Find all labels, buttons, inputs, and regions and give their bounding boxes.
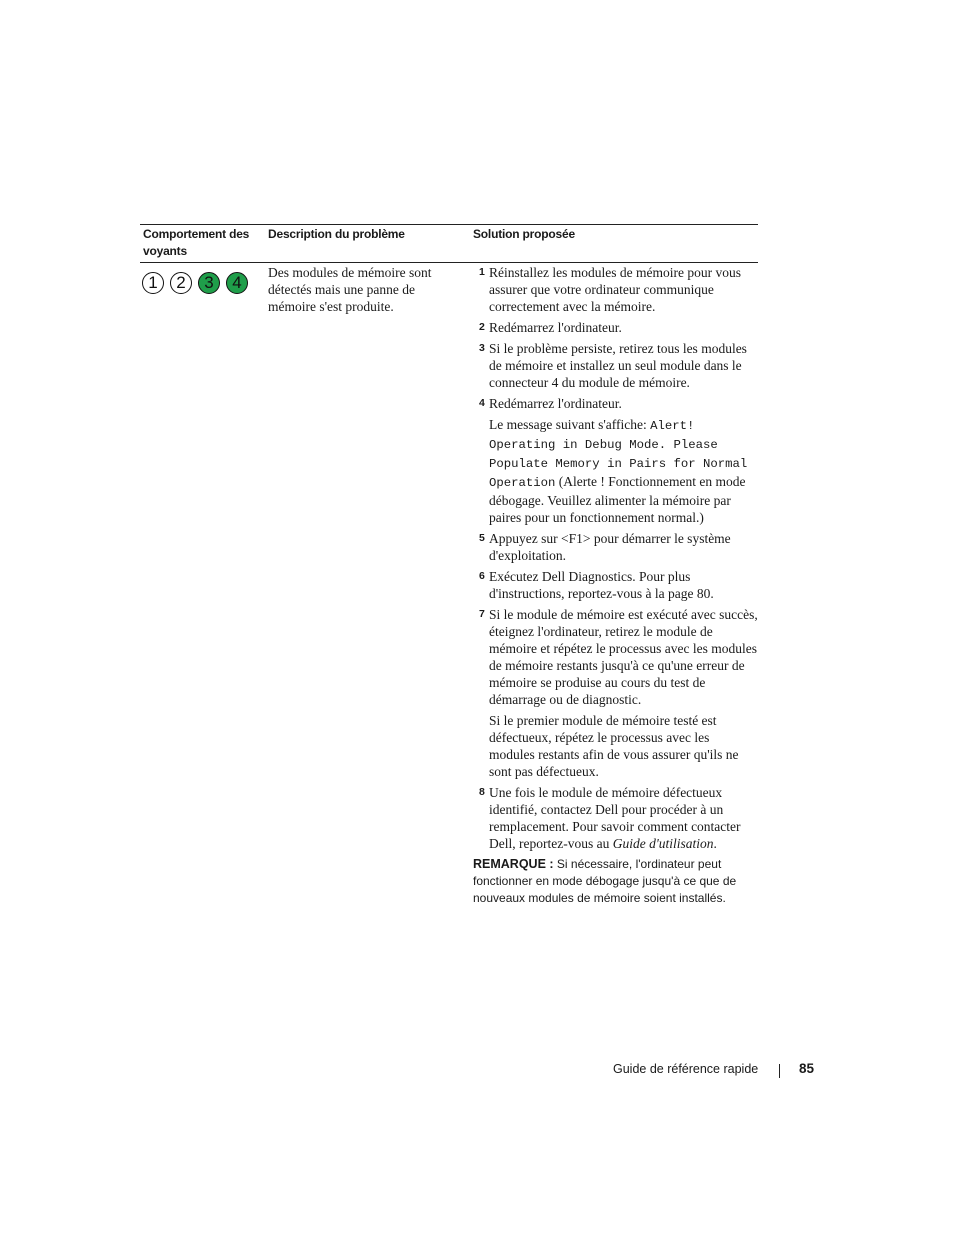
solution-step (473, 340, 758, 391)
step-text: Redémarrez l'ordinateur. (489, 320, 622, 335)
diagnostic-lights (142, 272, 254, 298)
light-1-off: 1 (142, 272, 164, 294)
key-name: <F1> (560, 531, 591, 546)
header-led-behavior: Comportement des voyants (143, 227, 250, 258)
message-translation: (Alerte ! Fonctionnement en mode débogage. Veuillez alimenter la mémoire par paires pour un fonctionnement normal.) (489, 474, 746, 525)
header-proposed-solution: Solution proposée (473, 227, 575, 241)
page-number: 85 (799, 1061, 815, 1076)
step-text: Si le problème persiste, retirez tous les modules de mémoire et installez un seul module dans le connecteur 4 du module de mémoire. (489, 341, 747, 390)
step-number: 1 (479, 266, 485, 278)
solution-step (473, 568, 758, 602)
solution-step (473, 264, 758, 315)
step-followup-paragraph: Si le premier module de mémoire testé est défectueux, répétez le processus avec les modules restants afin de vous assurer qu'ils ne sont pas défectueux. (489, 713, 739, 779)
step-number: 4 (479, 397, 485, 409)
solution-step (473, 784, 758, 852)
step-text: Exécutez Dell Diagnostics. Pour plus d'instructions, reportez-vous à la page 80. (489, 569, 714, 601)
step-number: 2 (479, 321, 485, 333)
solution-step (473, 530, 758, 564)
step-text: Réinstallez les modules de mémoire pour vous assurer que votre ordinateur communique correctement avec la mémoire. (489, 265, 741, 314)
debug-message-paragraph (473, 416, 758, 526)
step-number: 5 (479, 532, 485, 544)
problem-description: Des modules de mémoire sont détectés mais une panne de mémoire s'est produite. (268, 265, 432, 314)
step-text: Redémarrez l'ordinateur. (489, 396, 622, 411)
solution-step (473, 319, 758, 336)
step-text: Une fois le module de mémoire défectueux identifié, contactez Dell pour procéder à un remplacement. Pour savoir comment contacter Dell, reportez-vous au (489, 785, 741, 851)
message-code: Alert! Operating in Debug Mode. Please Populate Memory in Pairs for Normal Operation (489, 419, 748, 490)
step-text-end: pour démarrer le système d'exploitation. (489, 531, 731, 563)
table-header-rule (140, 262, 758, 263)
step-text: Si le module de mémoire est exécuté avec succès, éteignez l'ordinateur, retirez le module de mémoire et répétez le processus avec les modules de mémoire restants jusqu'à ce qu'une erreur de mémoire se produise au cours du test de démarrage ou de diagnostic. (489, 607, 758, 707)
step-number: 8 (479, 786, 485, 798)
note (473, 856, 758, 907)
solution-step (473, 606, 758, 708)
message-intro: Le message suivant s'affiche: (489, 417, 651, 432)
step-text-end: . (713, 836, 717, 851)
step-text: Appuyez sur (489, 531, 561, 546)
solution-step (473, 395, 758, 412)
table-top-rule (140, 224, 758, 225)
header-problem-description: Description du problème (268, 227, 405, 241)
footer-separator (779, 1064, 780, 1078)
step-number: 3 (479, 342, 485, 354)
solution-list (473, 264, 758, 907)
light-2-off: 2 (170, 272, 192, 294)
light-3-on: 3 (198, 272, 220, 294)
step-number: 6 (479, 570, 485, 582)
note-text: Si nécessaire, l'ordinateur peut fonctionner en mode débogage jusqu'à ce que de nouveaux modules de mémoire soient installés. (473, 857, 737, 905)
note-label: REMARQUE : (473, 857, 554, 871)
light-4-on: 4 (226, 272, 248, 294)
guide-title: Guide d'utilisation (612, 836, 714, 851)
step-number: 7 (479, 608, 485, 620)
footer-title: Guide de référence rapide (613, 1062, 759, 1076)
